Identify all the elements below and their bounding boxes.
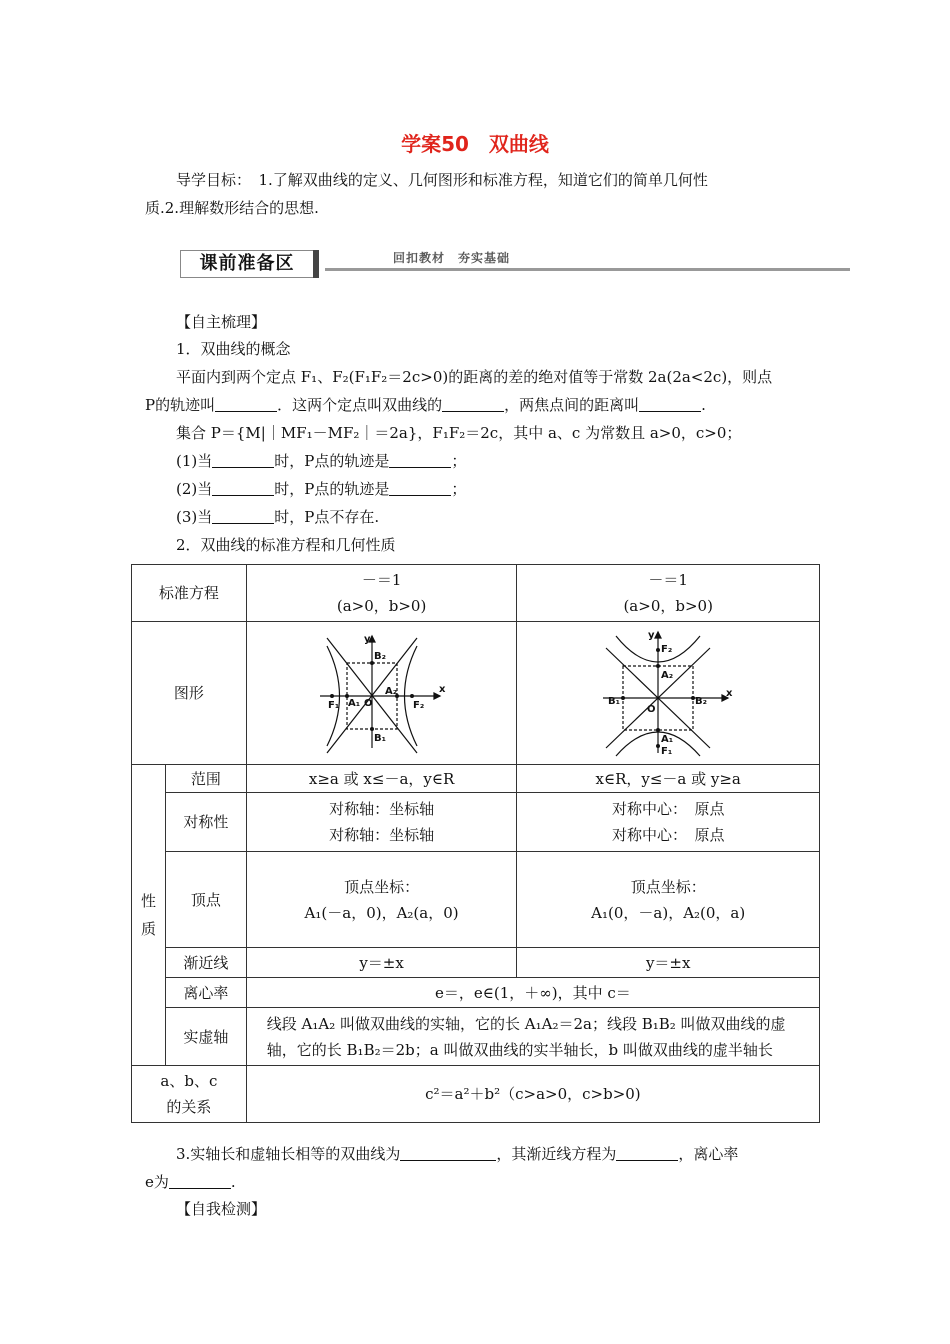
case-1-text-b: 时，P点的轨迹是 — [274, 452, 390, 470]
sym-1 — [246, 793, 517, 852]
hyperbola-vertical-figure — [598, 628, 738, 758]
hyperbola-horizontal-figure — [312, 628, 452, 758]
table-row — [132, 765, 820, 793]
asym-2: y＝±x — [517, 948, 820, 978]
q3-text-b: ，其渐近线方程为 — [496, 1145, 617, 1163]
question-3-line-1 — [176, 1141, 846, 1168]
focus-f1-label: F₁ — [661, 746, 673, 757]
axis-line-1: 线段 A₁A₂ 叫做双曲线的实轴，它的长 A₁A₂＝2a；线段 B₁B₂ 叫做双曲线的虚 — [266, 1014, 786, 1033]
case-2-text-b: 时，P点的轨迹是 — [274, 480, 390, 498]
focus-f2-label: F₂ — [661, 644, 673, 655]
vertex-a1-label: A₁ — [347, 698, 360, 709]
blank-case-1-cond[interactable] — [212, 449, 274, 468]
blank-case-2-cond[interactable] — [212, 477, 274, 496]
concept-text-c: ，两焦点间的距离叫 — [504, 396, 640, 414]
table-row — [132, 948, 820, 978]
std-eq-1 — [246, 565, 517, 622]
case-2-text-c: ； — [451, 480, 467, 498]
table-row — [132, 1008, 820, 1066]
eq-1: －＝1 — [361, 571, 402, 589]
q3-text-d: e为 — [145, 1173, 169, 1191]
case-1-text-c: ； — [451, 452, 467, 470]
vertex-a1-label: A₁ — [661, 734, 674, 745]
set-line: 集合 P＝{M|｜MF₁－MF₂｜＝2a}，F₁F₂＝2c，其中 a、c 为常数且 a>0，c>0； — [176, 424, 742, 442]
axis-desc — [246, 1008, 819, 1066]
blank-case-3-cond[interactable] — [212, 505, 274, 524]
prop-label: 性质 — [132, 765, 166, 1066]
concept-heading: 1．双曲线的概念 — [176, 340, 291, 358]
relation-label-1: a、b、c — [160, 1072, 218, 1090]
figure-horizontal — [246, 622, 517, 765]
q3-text-c: ，离心率 — [678, 1145, 739, 1163]
figure-vertical — [517, 622, 820, 765]
vertex-a2-label: A₂ — [661, 670, 674, 681]
page-title: 学案50 双曲线 — [401, 132, 549, 156]
std-eq-2 — [517, 565, 820, 622]
banner-subtitle: 回扣教材 夯实基础 — [393, 251, 511, 265]
axis-y-label: y — [648, 630, 655, 641]
concept-line-1: 平面内到两个定点 F₁、F₂(F₁F₂＝2c>0)的距离的差的绝对值等于常数 2a(2a<2c)，则点 — [176, 368, 773, 386]
range-label: 范围 — [165, 765, 246, 793]
range-1: x≥a 或 x≤－a，y∈R — [246, 765, 517, 793]
axis-label: 实虚轴 — [165, 1008, 246, 1066]
question-3-line-2 — [145, 1169, 815, 1196]
self-review-heading: 【自主梳理】 — [176, 313, 267, 331]
vertex-2 — [517, 852, 820, 948]
goal-line-2: 质.2.理解数形结合的思想. — [145, 199, 319, 217]
concept-line-2 — [145, 392, 815, 419]
blank-equal-axis[interactable] — [400, 1142, 496, 1161]
sym-2 — [517, 793, 820, 852]
range-2: x∈R，y≤－a 或 y≥a — [517, 765, 820, 793]
blank-case-2-result[interactable] — [389, 477, 451, 496]
vertex-2b: A₁(0，－a)，A₂(0，a) — [591, 903, 746, 922]
case-3-text-b: 时，P点不存在. — [274, 508, 380, 526]
vertex-b1-label: B₁ — [373, 733, 386, 744]
vertex-label: 顶点 — [165, 852, 246, 948]
table-row — [132, 793, 820, 852]
focus-f1-label: F₁ — [327, 700, 339, 711]
sym-1a: 对称轴：坐标轴 — [329, 800, 435, 818]
sym-2b: 对称中心： 原点 — [611, 826, 725, 844]
axis-x-label: x — [438, 684, 446, 695]
std-eq-label: 标准方程 — [132, 565, 247, 622]
table-row — [132, 852, 820, 948]
q3-text-e: . — [230, 1173, 236, 1191]
blank-eccentricity[interactable] — [169, 1170, 231, 1189]
table-row — [132, 622, 820, 765]
relation-value: c²＝a²＋b²（c>a>0，c>b>0) — [246, 1066, 819, 1123]
blank-trajectory[interactable] — [215, 393, 277, 412]
relation-label-2: 的关系 — [166, 1098, 212, 1116]
relation-label — [132, 1066, 247, 1123]
concept-text-b: ．这两个定点叫双曲线的 — [277, 396, 443, 414]
asym-label: 渐近线 — [165, 948, 246, 978]
case-2-text-a: (2)当 — [176, 480, 213, 498]
concept-text-a: P的轨迹叫 — [145, 396, 216, 414]
eq-2: －＝1 — [648, 571, 688, 589]
sym-1b: 对称轴：坐标轴 — [329, 826, 435, 844]
banner-divider — [313, 250, 319, 278]
sym-2a: 对称中心： 原点 — [611, 800, 725, 818]
blank-case-1-result[interactable] — [389, 449, 451, 468]
table-row — [132, 1066, 820, 1123]
origin-label: O — [363, 698, 373, 709]
vertex-a2-label: A₂ — [384, 686, 397, 697]
focus-f2-label: F₂ — [412, 700, 424, 711]
goal-line-1: 导学目标： 1.了解双曲线的定义、几何图形和标准方程，知道它们的简单几何性 — [176, 171, 708, 189]
ecc-value: e＝，e∈(1，＋∞)，其中 c＝ — [246, 978, 819, 1008]
banner-label: 课前准备区 — [180, 250, 314, 278]
vertex-b2-label: B₂ — [695, 696, 708, 707]
blank-focal-distance[interactable] — [639, 393, 701, 412]
case-3 — [176, 504, 846, 531]
vertex-2a: 顶点坐标： — [630, 877, 706, 896]
vertex-b2-label: B₂ — [373, 651, 386, 662]
section-banner — [180, 246, 850, 280]
axis-y-label: y — [363, 634, 371, 645]
table-heading: 2．双曲线的标准方程和几何性质 — [176, 536, 396, 554]
table-row — [132, 978, 820, 1008]
ecc-label: 离心率 — [165, 978, 246, 1008]
properties-table — [131, 564, 820, 1123]
asym-1: y＝±x — [246, 948, 517, 978]
vertex-1b: A₁(－a，0)，A₂(a，0) — [304, 903, 459, 922]
case-2 — [176, 476, 846, 503]
case-1 — [176, 448, 846, 475]
case-1-text-a: (1)当 — [176, 452, 213, 470]
eq-1-cond: (a>0，b>0) — [336, 597, 427, 615]
axis-line-2: 轴，它的长 B₁B₂＝2b；a 叫做双曲线的实半轴长，b 叫做双曲线的虚半轴长 — [266, 1040, 773, 1059]
vertex-1a: 顶点坐标： — [344, 877, 420, 896]
eq-2-cond: (a>0，b>0) — [623, 597, 713, 615]
concept-text-d: . — [701, 396, 706, 414]
axis-x-label: x — [726, 688, 733, 699]
figure-label: 图形 — [132, 622, 247, 765]
vertex-b1-label: B₁ — [608, 696, 621, 707]
sym-label: 对称性 — [165, 793, 246, 852]
q3-text-a: 3.实轴长和虚轴长相等的双曲线为 — [176, 1145, 401, 1163]
blank-foci[interactable] — [442, 393, 504, 412]
blank-asymptote[interactable] — [616, 1142, 678, 1161]
table-row — [132, 565, 820, 622]
banner-rule — [325, 268, 850, 271]
origin-label: O — [647, 704, 656, 715]
self-test-heading: 【自我检测】 — [176, 1200, 267, 1218]
case-3-text-a: (3)当 — [176, 508, 213, 526]
vertex-1 — [246, 852, 517, 948]
